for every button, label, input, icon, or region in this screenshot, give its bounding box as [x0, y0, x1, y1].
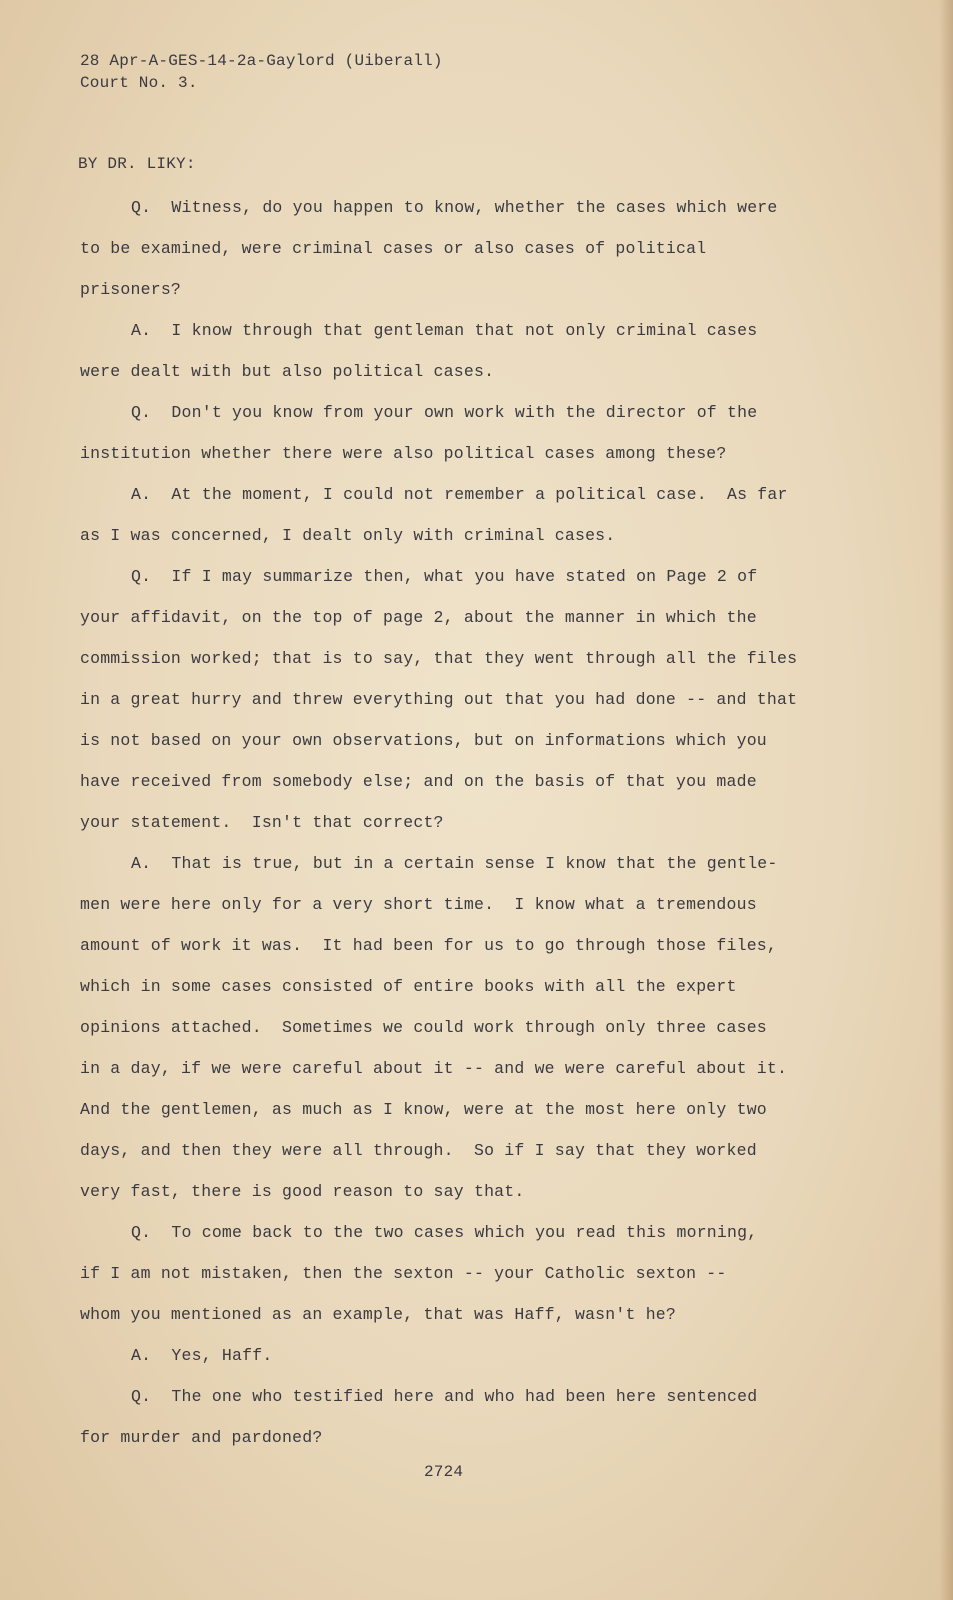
- transcript-line: Q. To come back to the two cases which you read this morning,: [131, 1223, 758, 1242]
- transcript-line: is not based on your own observations, but on informations which you: [80, 731, 767, 750]
- transcript-line: which in some cases consisted of entire books with all the expert: [80, 977, 737, 996]
- transcript-line: in a great hurry and threw everything out that you had done -- and that: [80, 690, 798, 709]
- court-number: Court No. 3.: [80, 74, 198, 92]
- transcript-line: commission worked; that is to say, that they went through all the files: [80, 649, 798, 668]
- transcript-line: Q. Witness, do you happen to know, whether the cases which were: [131, 198, 778, 217]
- transcript-line: A. Yes, Haff.: [131, 1346, 273, 1365]
- paper-edge-shadow: [939, 0, 953, 1600]
- transcript-line: A. I know through that gentleman that not only criminal cases: [131, 321, 758, 340]
- transcript-line: as I was concerned, I dealt only with criminal cases.: [80, 526, 616, 545]
- page-number: 2724: [424, 1463, 464, 1481]
- transcript-line: institution whether there were also political cases among these?: [80, 444, 727, 463]
- transcript-line: if I am not mistaken, then the sexton -- your Catholic sexton --: [80, 1264, 727, 1283]
- transcript-line: to be examined, were criminal cases or also cases of political: [80, 239, 707, 258]
- transcript-line: for murder and pardoned?: [80, 1428, 323, 1447]
- transcript-line: And the gentlemen, as much as I know, were at the most here only two: [80, 1100, 767, 1119]
- transcript-line: were dealt with but also political cases.: [80, 362, 495, 381]
- transcript-line: A. That is true, but in a certain sense I know that the gentle-: [131, 854, 778, 873]
- transcript-body: [80, 196, 900, 1467]
- transcript-line: your affidavit, on the top of page 2, about the manner in which the: [80, 608, 757, 627]
- transcript-line: your statement. Isn't that correct?: [80, 813, 444, 832]
- transcript-line: A. At the moment, I could not remember a political case. As far: [131, 485, 788, 504]
- document-reference: 28 Apr-A-GES-14-2a-Gaylord (Uiberall): [80, 52, 443, 70]
- transcript-line: days, and then they were all through. So if I say that they worked: [80, 1141, 757, 1160]
- transcript-line: very fast, there is good reason to say that.: [80, 1182, 525, 1201]
- transcript-line: opinions attached. Sometimes we could work through only three cases: [80, 1018, 767, 1037]
- transcript-line: in a day, if we were careful about it -- and we were careful about it.: [80, 1059, 788, 1078]
- transcript-line: prisoners?: [80, 280, 182, 299]
- transcript-line: men were here only for a very short time. I know what a tremendous: [80, 895, 757, 914]
- transcript-line: amount of work it was. It had been for us to go through those files,: [80, 936, 778, 955]
- transcript-line: Q. If I may summarize then, what you have stated on Page 2 of: [131, 567, 758, 586]
- transcript-line: have received from somebody else; and on the basis of that you made: [80, 772, 757, 791]
- transcript-line: Q. Don't you know from your own work with the director of the: [131, 403, 758, 422]
- examiner-heading: BY DR. LIKY:: [78, 155, 196, 173]
- transcript-line: Q. The one who testified here and who had been here sentenced: [131, 1387, 758, 1406]
- transcript-line: whom you mentioned as an example, that was Haff, wasn't he?: [80, 1305, 676, 1324]
